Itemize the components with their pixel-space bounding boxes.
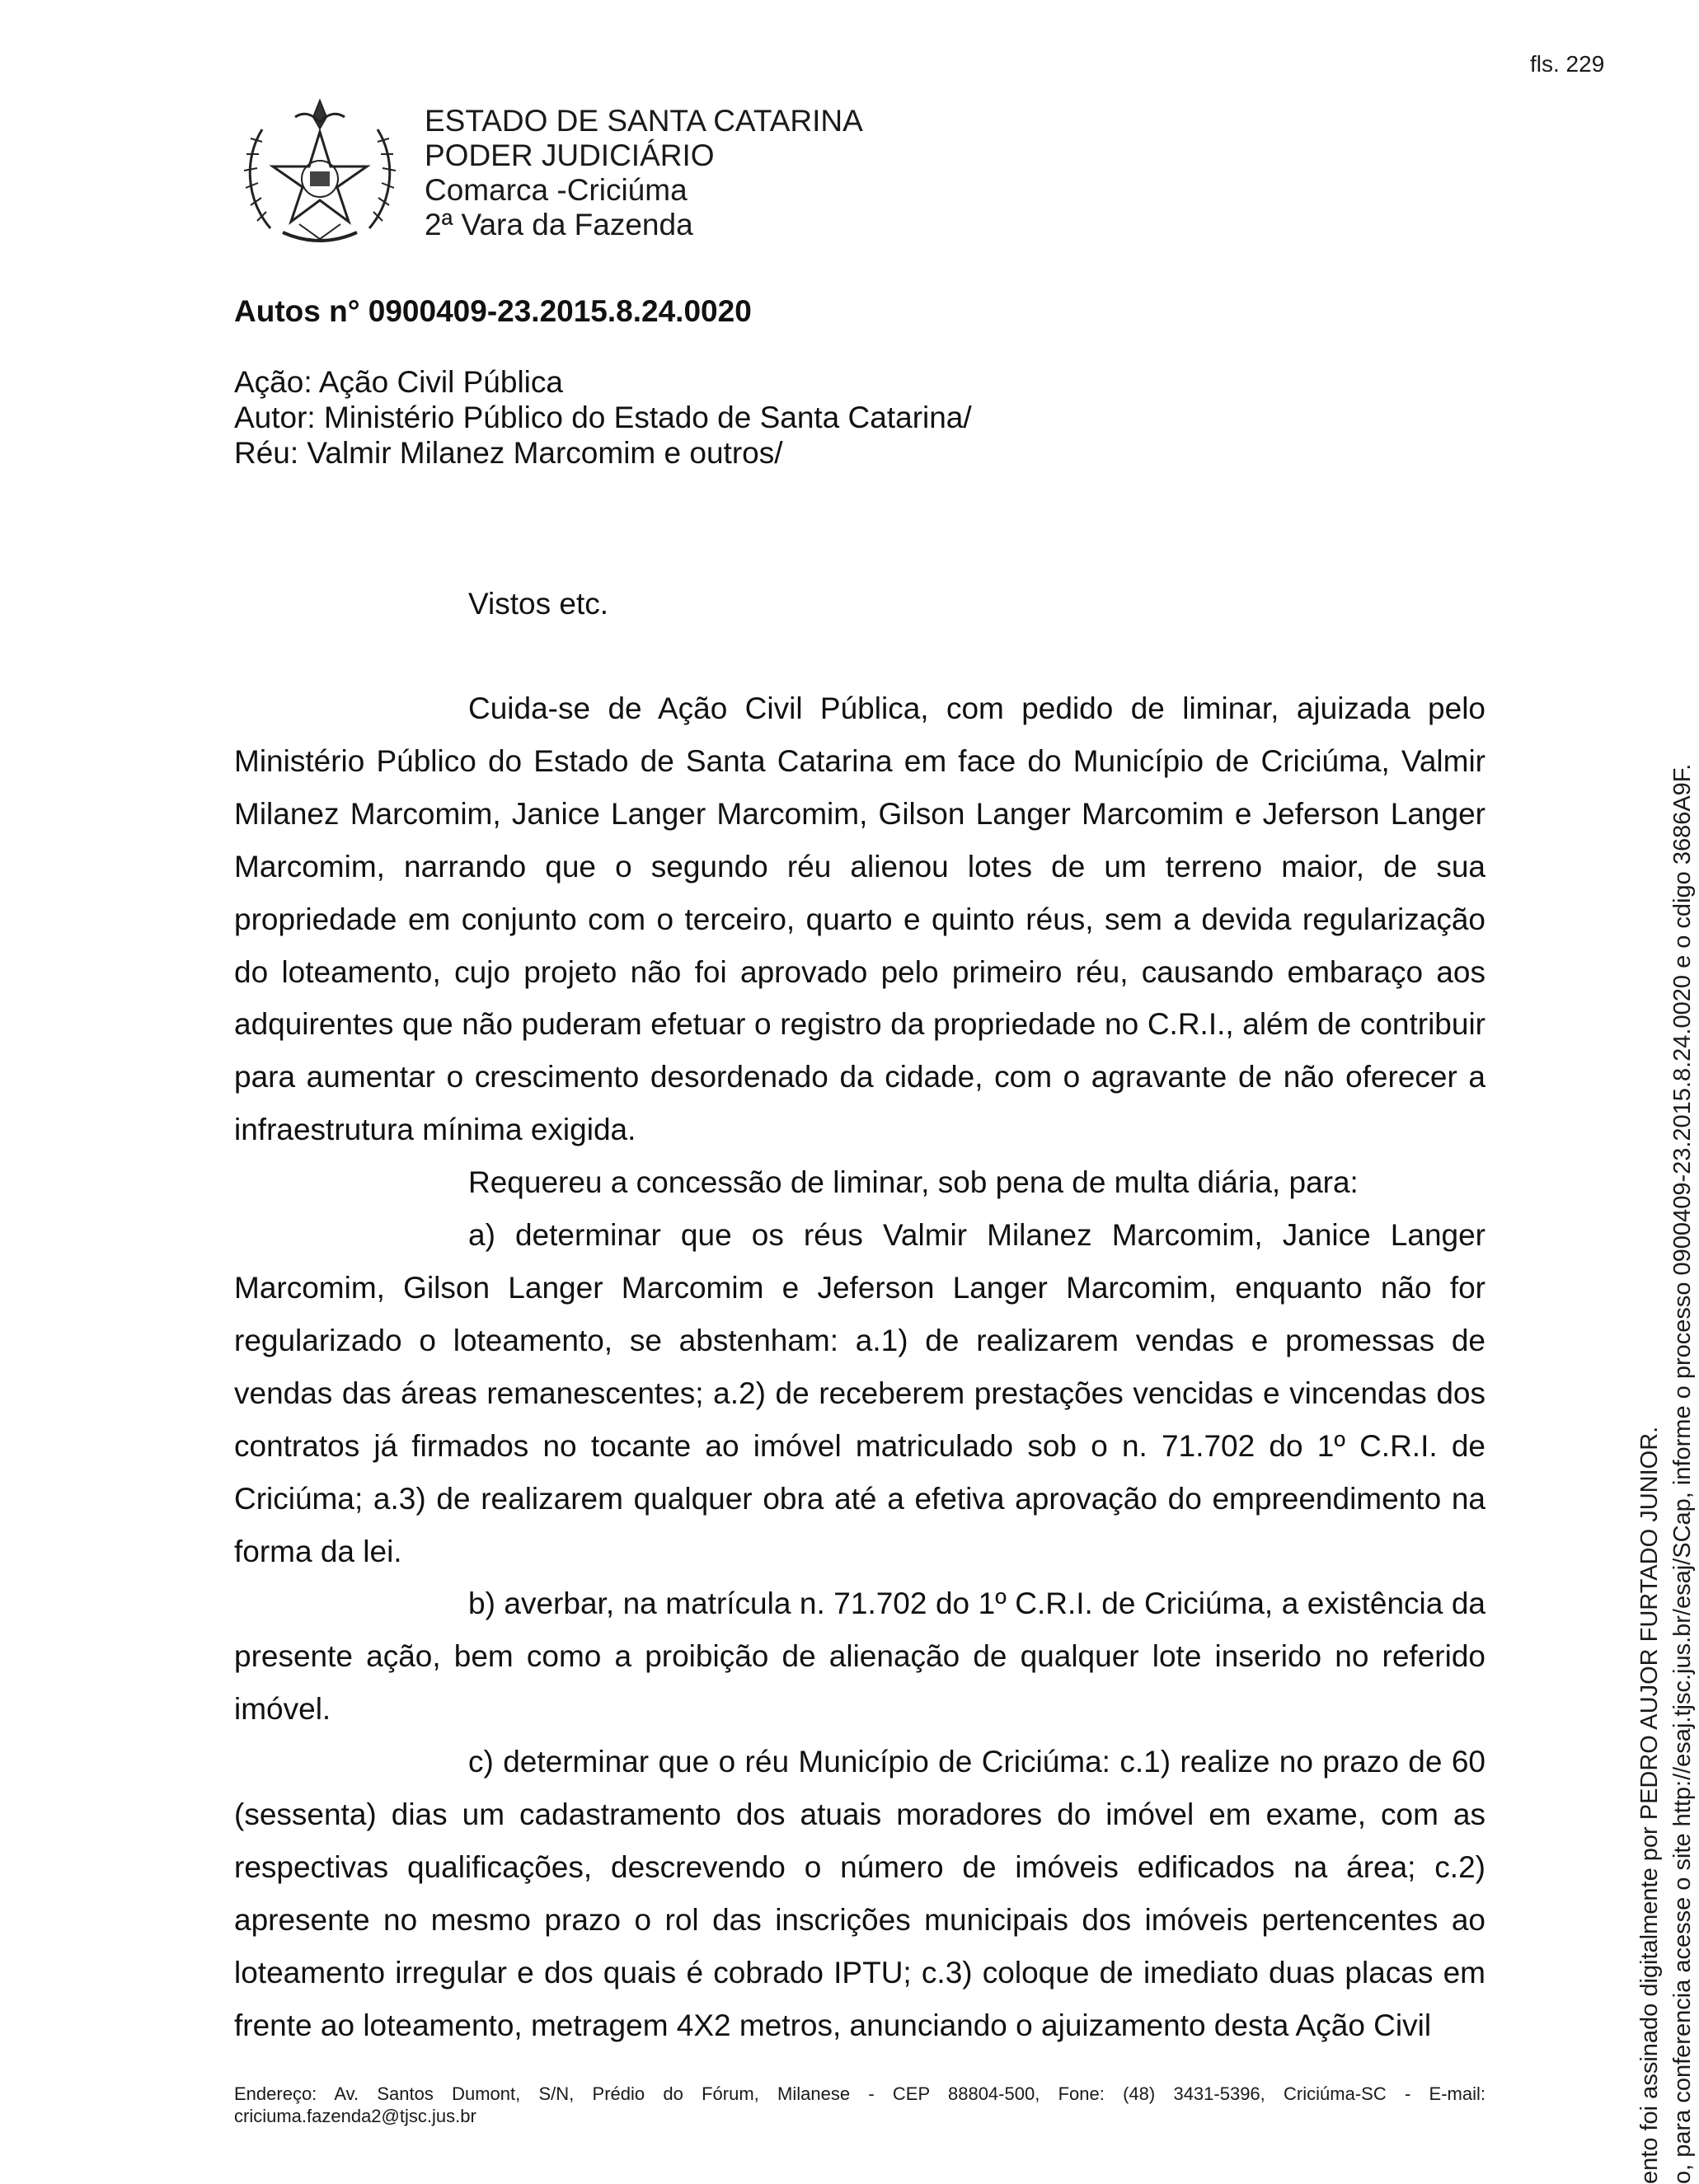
header-district: Comarca -Criciúma [425,173,688,207]
decision-body [234,682,1485,2052]
coat-of-arms-emblem [237,92,402,257]
footer-email: criciuma.fazenda2@tjsc.jus.br [234,2106,476,2126]
digital-signature-annotation [1633,701,1699,2184]
signature-line: ento foi assinado digitalmente por PEDRO AUJOR FURTADO JUNIOR. [1636,1426,1663,2184]
paragraph-item-c: c) determinar que o réu Município de Criciúma: c.1) realize no prazo de 60 (sessenta) dias um cadastramento dos atuais moradores do imóvel em exame, com as respectivas qualificações, descrevendo o número de imóveis edificados na área; c.2) apresente no mesmo prazo o rol das inscrições municipais dos imóveis pertencentes ao loteamento irregular e dos quais é cobrado IPTU; c.3) coloque de imediato duas placas em frente ao loteamento, metragem 4X2 metros, anunciando o ajuizamento desta Ação Civil [234,1745,1485,2042]
paragraph-summary: Cuida-se de Ação Civil Pública, com pedido de liminar, ajuizada pelo Ministério Público do Estado de Santa Catarina em face do Município de Criciúma, Valmir Milanez Marcomim, Janice Langer Marcomim, Gilson Langer Marcomim e Jeferson Langer Marcomim, narrando que o segundo réu alienou lotes de um terreno maior, de sua propriedade em conjunto com o terceiro, quarto e quinto réus, sem a devida regularização do loteamento, cujo projeto não foi aprovado pelo primeiro réu, causando embaraço aos adquirentes que não puderam efetuar o registro da propriedade no C.R.I., além de contribuir para aumentar o crescimento desordenado da cidade, com o agravante de não oferecer a infraestrutura mínima exigida. [234,691,1485,1147]
case-plaintiff: Autor: Ministério Público do Estado de Santa Catarina/ [234,401,972,434]
case-defendant: Réu: Valmir Milanez Marcomim e outros/ [234,436,783,470]
page-number: fls. 229 [1530,51,1605,77]
header-state: ESTADO DE SANTA CATARINA [425,104,863,138]
verification-line: o, para conferencia acesse o site http://esaj.tjsc.jus.br/esaj/SCap, informe o processo 0900409-23.2015.8.24.0020 e o cdigo 3686A9F. [1669,763,1696,2184]
header-judiciary: PODER JUDICIÁRIO [425,138,715,172]
case-action: Ação: Ação Civil Pública [234,365,563,399]
paragraph-item-a: a) determinar que os réus Valmir Milanez Marcomim, Janice Langer Marcomim, Gilson Langer Marcomim e Jeferson Langer Marcomim, enquanto não for regularizado o loteamento, se abstenham: a.1) de realizarem vendas e promessas de vendas das áreas remanescentes; a.2) de receberem prestações vencidas e vincendas dos contratos já firmados no tocante ao imóvel matriculado sob o n. 71.702 do 1º C.R.I. de Criciúma; a.3) de realizarem qualquer obra até a efetiva aprovação do empreendimento na forma da lei. [234,1218,1485,1568]
case-number: Autos n° 0900409-23.2015.8.24.0020 [234,294,752,328]
footer-address-line: Endereço: Av. Santos Dumont, S/N, Prédio do Fórum, Milanese - CEP 88804-500, Fone: (48) 3431-5396, Criciúma-SC - E-mail: [234,2083,1485,2104]
greeting: Vistos etc. [468,587,609,621]
footer-address [234,2083,1485,2127]
case-meta [234,364,972,471]
court-header [425,104,863,242]
header-court-division: 2ª Vara da Fazenda [425,208,693,241]
paragraph-item-b: b) averbar, na matrícula n. 71.702 do 1º C.R.I. de Criciúma, a existência da presente ação, bem como a proibição de alienação de qualquer lote inserido no referido imóvel. [234,1586,1485,1727]
paragraph-request: Requereu a concessão de liminar, sob pena de multa diária, para: [468,1165,1359,1200]
